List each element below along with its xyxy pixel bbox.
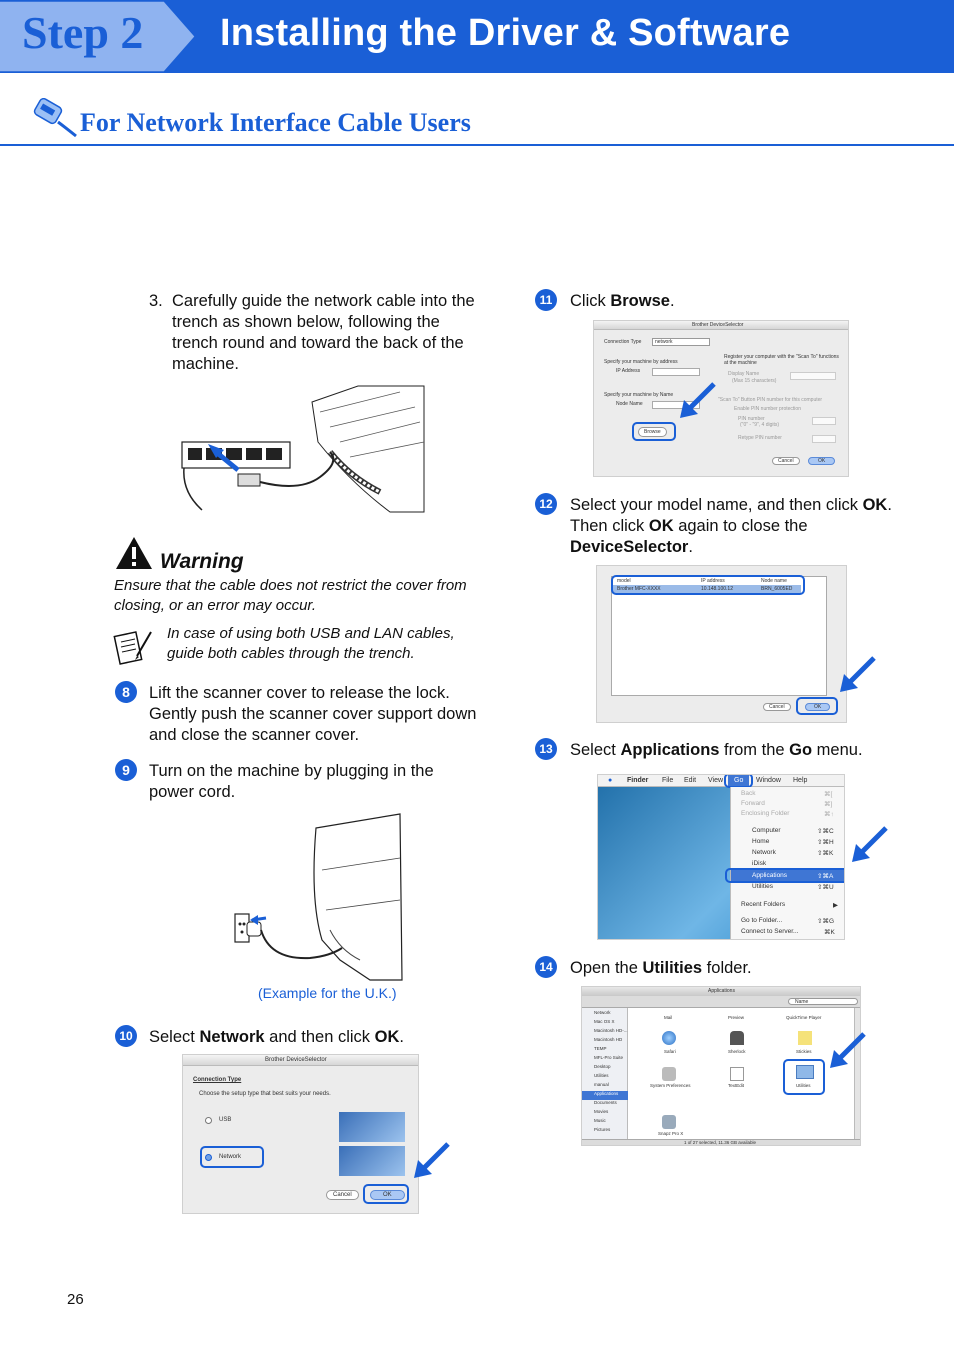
item-3-text: Carefully guide the network cable into the trench as shown below, following the trench round and toward the back of the machine. (172, 292, 475, 373)
ip-address-field[interactable] (652, 368, 700, 376)
step-label: Step 2 (22, 7, 144, 58)
shortcut-forward: ⌘] (824, 801, 833, 808)
sidebar-item[interactable]: Mac OS X (594, 1019, 615, 1024)
pointer-arrow-icon (410, 1140, 452, 1187)
step-11-badge: 11 (535, 289, 557, 311)
app-icon-utilities[interactable]: Utilities (796, 1083, 811, 1088)
pin-number-field[interactable] (812, 417, 836, 425)
cancel-button[interactable]: Cancel (763, 703, 791, 711)
sidebar-item[interactable]: Macintosh HD-... (594, 1028, 628, 1033)
device-list-dialog (596, 565, 847, 723)
menu-item-recent[interactable]: Recent Folders (741, 901, 786, 908)
sidebar-item[interactable]: MFL-Pro Suite (594, 1055, 624, 1060)
menu-item-home[interactable]: Home (752, 838, 770, 845)
ok-button[interactable]: OK (370, 1190, 405, 1200)
usb-label: USB (219, 1117, 232, 1123)
utilities-highlight (783, 1059, 825, 1095)
system-prefs-icon (662, 1067, 676, 1081)
node-name-label: Node Name (616, 401, 643, 407)
sidebar-item[interactable]: Music (594, 1118, 606, 1123)
enable-pin-checkbox[interactable]: Enable PIN number protection (734, 406, 801, 412)
shortcut-home: ⇧⌘H (817, 839, 834, 846)
app-icon-preview[interactable]: Preview (728, 1015, 745, 1020)
pointer-arrow-icon (848, 824, 890, 871)
sidebar-item[interactable]: Utilities (594, 1073, 609, 1078)
submenu-arrow: ▶ (833, 902, 838, 909)
step-12-badge: 12 (535, 493, 557, 515)
status-text: 1 of 27 selected, 11.36 GB available (684, 1140, 756, 1145)
section-divider (0, 144, 954, 146)
menu-help[interactable]: Help (793, 777, 808, 784)
cancel-button[interactable]: Cancel (326, 1190, 359, 1200)
shortcut-enclosing: ⌘↑ (824, 811, 834, 818)
step-10-text: Select Network and then click OK. (149, 1028, 404, 1046)
network-cable-illustration (180, 382, 426, 514)
menu-item-goto[interactable]: Go to Folder... (741, 917, 783, 924)
menu-item-computer[interactable]: Computer (752, 827, 781, 834)
sidebar-item[interactable]: manual (594, 1082, 609, 1087)
sherlock-icon (730, 1031, 744, 1045)
applications-highlight (725, 868, 845, 883)
app-icon-quicktime[interactable]: QuickTime Player (786, 1015, 822, 1020)
connection-type-dialog (182, 1054, 419, 1214)
step-9-badge: 9 (115, 759, 137, 781)
col-ip: IP address (701, 578, 725, 584)
step-14-badge: 14 (535, 956, 557, 978)
ip-address-label: IP Address (616, 368, 641, 374)
menu-file[interactable]: File (662, 777, 674, 784)
network-cable-icon (32, 98, 78, 145)
menu-edit[interactable]: Edit (684, 777, 697, 784)
dialog-title: Brother DeviceSelector (265, 1057, 327, 1063)
menu-item-network[interactable]: Network (752, 849, 776, 856)
browse-button[interactable]: Browse (638, 427, 667, 437)
sidebar-list (582, 1010, 628, 1136)
menu-item-idisk[interactable]: iDisk (752, 860, 767, 867)
ok-highlight (363, 1184, 409, 1204)
row-highlight (611, 575, 805, 595)
sidebar-item[interactable]: Macintosh HD (594, 1037, 623, 1042)
sidebar-item[interactable]: Pictures (594, 1127, 611, 1132)
menu-finder[interactable]: Finder (627, 777, 649, 784)
go-highlight (724, 774, 753, 788)
shortcut-back: ⌘[ (824, 791, 833, 798)
warning-text: Ensure that the cable does not restrict the cover from closing, or an error may occur. (114, 577, 467, 614)
window-title: Applications (708, 988, 735, 994)
cancel-button[interactable]: Cancel (772, 457, 800, 465)
warning-icon (114, 535, 154, 576)
menu-go[interactable]: Go (728, 775, 749, 786)
search-field[interactable]: Name (788, 998, 858, 1005)
network-highlight (200, 1146, 264, 1168)
ok-button[interactable]: OK (805, 703, 830, 711)
shortcut-applications: ⇧⌘A (817, 873, 834, 880)
step-8-text: Lift the scanner cover to release the lock. Gently push the scanner cover support down and close the scanner cover. (149, 684, 477, 744)
ok-highlight (796, 697, 838, 715)
row-node: BRN_6005ED (761, 586, 793, 592)
go-menu-screenshot (597, 774, 845, 940)
menu-item-forward[interactable]: Forward (741, 800, 765, 807)
step-13-badge: 13 (535, 738, 557, 760)
app-icon-mail[interactable]: Mail (664, 1015, 673, 1020)
page-number: 26 (67, 1291, 84, 1308)
row-model: Brother MFC-XXXX (617, 586, 661, 592)
menu-item-enclosing[interactable]: Enclosing Folder (741, 810, 790, 817)
network-label: Network (219, 1154, 242, 1160)
section-title: For Network Interface Cable Users (80, 108, 471, 137)
app-icon-system-preferences[interactable]: System Preferences (650, 1083, 691, 1088)
display-name-field[interactable] (790, 372, 836, 380)
sidebar-item[interactable]: Movies (594, 1109, 609, 1114)
shortcut-goto: ⇧⌘G (817, 918, 835, 925)
connection-type-select[interactable]: network (652, 338, 710, 346)
menu-item-back[interactable]: Back (741, 790, 756, 797)
item-3-number: 3. (149, 292, 163, 310)
pin-range-label: ("0" - "9", 4 digits) (740, 422, 780, 428)
pin-title: "Scan To" Button PIN number for this computer (718, 397, 823, 403)
row-ip: 10.148.100.12 (701, 586, 733, 592)
specify-by-address[interactable]: Specify your machine by address (604, 359, 678, 365)
sidebar-item[interactable]: Documents (594, 1100, 617, 1105)
app-icon-textedit[interactable]: TextEdit (728, 1083, 745, 1088)
step-11-text: Click Browse. (570, 292, 675, 310)
pin-number-label: PIN number (738, 416, 765, 422)
menu-item-connect[interactable]: Connect to Server... (741, 928, 799, 935)
pointer-arrow-icon (676, 380, 718, 427)
apple-icon[interactable]: ● (608, 777, 613, 784)
max-chars-label: (Max 15 characters) (732, 378, 777, 384)
connection-type-heading: Connection Type (193, 1077, 242, 1083)
retype-pin-label: Retype PIN number (738, 435, 782, 441)
note-icon (113, 626, 153, 671)
connection-type-label: Connection Type (604, 339, 642, 345)
retype-pin-field[interactable] (812, 435, 836, 443)
power-cord-illustration (230, 810, 405, 985)
network-cable-photo (339, 1146, 405, 1176)
applications-finder-window (581, 986, 861, 1146)
shortcut-computer: ⇧⌘C (817, 828, 834, 835)
device-selector-dialog (593, 320, 849, 477)
snapz-icon (662, 1115, 676, 1129)
textedit-icon (730, 1067, 744, 1081)
ok-button[interactable]: OK (808, 457, 835, 465)
shortcut-utilities: ⇧⌘U (817, 884, 834, 891)
menu-item-utilities[interactable]: Utilities (752, 883, 773, 890)
note-text: In case of using both USB and LAN cables, guide both cables through the trench. (167, 625, 455, 662)
sidebar-item[interactable]: TEMP (594, 1046, 607, 1051)
specify-by-name[interactable]: Specify your machine by Name (604, 392, 674, 398)
app-icon-sherlock[interactable]: Sherlock (728, 1049, 746, 1054)
sidebar-item[interactable]: Desktop (594, 1064, 611, 1069)
app-icon-snapz[interactable]: Snapz Pro X (658, 1131, 684, 1136)
menu-window[interactable]: Window (756, 777, 781, 784)
page-title: Installing the Driver & Software (220, 12, 791, 54)
col-node: Node name (761, 578, 787, 584)
browse-highlight (632, 422, 676, 441)
example-caption: (Example for the U.K.) (258, 985, 397, 1001)
sidebar-item-selected[interactable]: Applications (582, 1091, 628, 1100)
warning-title: Warning (160, 550, 244, 573)
col-model: model (617, 578, 631, 584)
shortcut-network: ⇧⌘K (817, 850, 834, 857)
usb-radio[interactable] (205, 1117, 212, 1124)
step-8-badge: 8 (115, 681, 137, 703)
step-10-badge: 10 (115, 1025, 137, 1047)
register-checkbox[interactable]: Register your computer with the "Scan To" functions at the machine (724, 354, 839, 366)
step-12-text: Select your model name, and then click OK. Then click OK again to close the DeviceSelector. (570, 496, 892, 556)
safari-icon (662, 1031, 676, 1045)
stickies-icon (798, 1031, 812, 1045)
sidebar-item[interactable]: Network (594, 1010, 611, 1015)
pointer-arrow-icon (826, 1030, 868, 1077)
setup-prompt: Choose the setup type that best suits your needs. (199, 1091, 331, 1097)
step-13-text: Select Applications from the Go menu. (570, 741, 863, 759)
usb-cable-photo (339, 1112, 405, 1142)
app-icon-stickies[interactable]: Stickies (796, 1049, 812, 1054)
header-bar (0, 0, 954, 73)
dialog-title: Brother DeviceSelector (692, 322, 744, 328)
menu-view[interactable]: View (708, 777, 724, 784)
step-9-text: Turn on the machine by plugging in the power cord. (149, 762, 434, 801)
menu-item-applications[interactable]: Applications (752, 872, 788, 879)
pointer-arrow-icon (836, 654, 878, 701)
step-14-text: Open the Utilities folder. (570, 959, 752, 977)
shortcut-connect: ⌘K (824, 929, 835, 936)
display-name-label: Display Name (728, 371, 760, 377)
app-icon-safari[interactable]: Safari (664, 1049, 676, 1054)
